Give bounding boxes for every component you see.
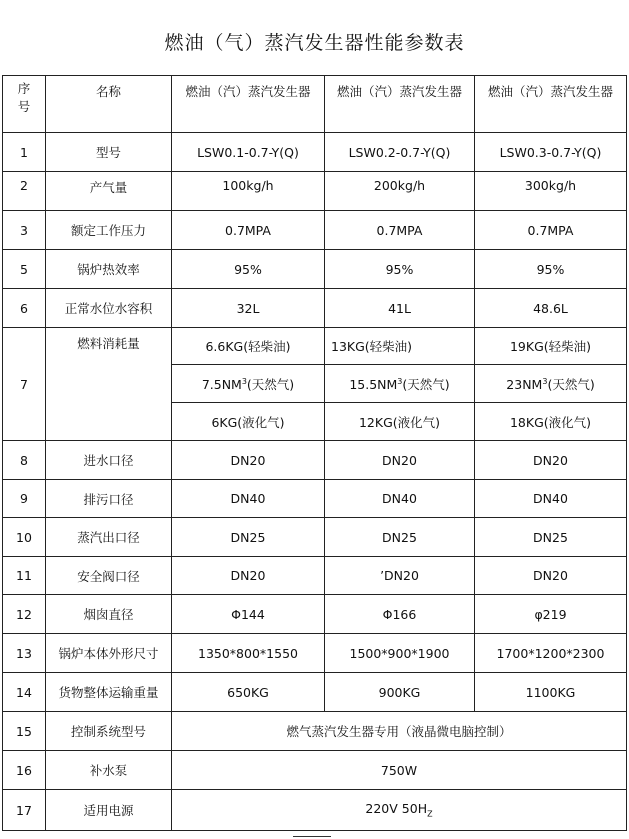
cell-value: DN20: [172, 441, 325, 480]
row-no: 11: [3, 557, 46, 595]
row-no: 5: [3, 250, 46, 289]
cell-value: LSW0.3-0.7-Y(Q): [475, 133, 627, 172]
cell-value: ’DN20: [325, 557, 475, 595]
page-title: 燃油（气）蒸汽发生器性能参数表: [164, 32, 465, 54]
row-label: 型号: [46, 133, 172, 172]
row-label: 安全阀口径: [46, 557, 172, 595]
cell-value: DN25: [325, 518, 475, 557]
table-row: [3, 673, 627, 712]
cell-value: LSW0.2-0.7-Y(Q): [325, 133, 475, 172]
row-label: 正常水位水容积: [46, 289, 172, 328]
table-row: [3, 289, 627, 328]
cell-value: 48.6L: [475, 289, 627, 328]
row-no: 17: [3, 790, 46, 831]
cell-value: 1100KG: [475, 673, 627, 712]
row-no: 1: [3, 133, 46, 172]
power-value: 220V 50H: [365, 801, 428, 817]
row-no: 6: [3, 289, 46, 328]
cell-value: 燃气蒸汽发生器专用（液晶微电脑控制）: [172, 712, 627, 751]
row-no: 14: [3, 673, 46, 712]
cell-value: 19KG(轻柴油): [475, 328, 627, 365]
table-row: [3, 595, 627, 634]
cell-value: [172, 790, 627, 831]
gas-sup: 3: [397, 376, 403, 386]
header-no: [3, 76, 46, 133]
cell-value: [325, 365, 475, 403]
row-no: 12: [3, 595, 46, 634]
row-label: 额定工作压力: [46, 211, 172, 250]
table-row: [3, 790, 627, 831]
row-label: 锅炉热效率: [46, 250, 172, 289]
row-label: 燃料消耗量: [46, 328, 172, 441]
cell-value: 300kg/h: [475, 172, 627, 211]
row-no: 10: [3, 518, 46, 557]
cell-value: 0.7MPA: [475, 211, 627, 250]
row-label: 补水泵: [46, 751, 172, 790]
gas-value: 7.5NM: [201, 376, 242, 392]
cell-value: LSW0.1-0.7-Y(Q): [172, 133, 325, 172]
cell-value: DN20: [325, 441, 475, 480]
gas-value: 15.5NM: [349, 376, 398, 392]
cell-value: 13KG(轻柴油): [325, 328, 475, 365]
row-label: 烟囱直径: [46, 595, 172, 634]
row-label: 锅炉本体外形尺寸: [46, 634, 172, 673]
cell-value: [172, 365, 325, 403]
header-no-line1: 序: [17, 81, 31, 96]
cell-value: 100kg/h: [172, 172, 325, 211]
cell-value: 1700*1200*2300: [475, 634, 627, 673]
cell-value: DN20: [475, 557, 627, 595]
cell-value: Φ166: [325, 595, 475, 634]
table-row: [3, 712, 627, 751]
gas-value: 23NM: [506, 376, 543, 392]
row-label: 货物整体运输重量: [46, 673, 172, 712]
header-name: 名称: [46, 76, 172, 133]
row-no: 7: [3, 328, 46, 441]
cell-value: 1350*800*1550: [172, 634, 325, 673]
table-row-fuel-oil: [3, 328, 627, 365]
header-no-line2: 号: [17, 99, 31, 114]
row-label: 进水口径: [46, 441, 172, 480]
gas-sup: 3: [241, 376, 247, 386]
row-label: 蒸汽出口径: [46, 518, 172, 557]
header-col3: 燃油（汽）蒸汽发生器: [475, 76, 627, 133]
gas-unit: (天然气): [547, 376, 595, 392]
row-no: 3: [3, 211, 46, 250]
cell-value: DN25: [475, 518, 627, 557]
power-sub: Z: [427, 809, 433, 819]
gas-sup: 3: [542, 376, 548, 386]
cell-value: 95%: [475, 250, 627, 289]
cell-value: 900KG: [325, 673, 475, 712]
row-no: 8: [3, 441, 46, 480]
cell-value: 6.6KG(轻柴油): [172, 328, 325, 365]
header-row: [3, 76, 627, 133]
cell-value: DN40: [475, 480, 627, 518]
cell-value: DN40: [325, 480, 475, 518]
row-label: 排污口径: [46, 480, 172, 518]
header-col2: 燃油（汽）蒸汽发生器: [325, 76, 475, 133]
cell-value: 650KG: [172, 673, 325, 712]
header-col1: 燃油（汽）蒸汽发生器: [172, 76, 325, 133]
cell-value: 200kg/h: [325, 172, 475, 211]
cell-value: 95%: [172, 250, 325, 289]
table-row: [3, 133, 627, 172]
cell-value: φ219: [475, 595, 627, 634]
cell-value: 6KG(液化气): [172, 403, 325, 441]
cell-value: DN20: [475, 441, 627, 480]
row-no: 16: [3, 751, 46, 790]
table-row: [3, 557, 627, 595]
row-no: 15: [3, 712, 46, 751]
table-row: [3, 518, 627, 557]
gas-unit: (天然气): [402, 376, 450, 392]
cell-value: [475, 365, 627, 403]
cell-value: 1500*900*1900: [325, 634, 475, 673]
cell-value: 0.7MPA: [325, 211, 475, 250]
cell-value: 750W: [172, 751, 627, 790]
row-label: 控制系统型号: [46, 712, 172, 751]
row-no: 2: [3, 172, 46, 211]
row-label: 适用电源: [46, 790, 172, 831]
row-no: 13: [3, 634, 46, 673]
cell-value: 0.7MPA: [172, 211, 325, 250]
cell-value: 95%: [325, 250, 475, 289]
cell-value: 41L: [325, 289, 475, 328]
cell-value: DN40: [172, 480, 325, 518]
cell-value: 12KG(液化气): [325, 403, 475, 441]
table-row: [3, 172, 627, 211]
spec-table: [2, 75, 627, 831]
table-row: [3, 211, 627, 250]
table-row: [3, 634, 627, 673]
row-label: 产气量: [46, 172, 172, 211]
row-no: 9: [3, 480, 46, 518]
table-row: [3, 250, 627, 289]
cell-value: Φ144: [172, 595, 325, 634]
divider: [293, 836, 331, 837]
cell-value: DN25: [172, 518, 325, 557]
cell-value: 32L: [172, 289, 325, 328]
cell-value: DN20: [172, 557, 325, 595]
cell-value: 18KG(液化气): [475, 403, 627, 441]
gas-unit: (天然气): [246, 376, 295, 392]
table-row: [3, 751, 627, 790]
table-row: [3, 441, 627, 480]
table-row: [3, 480, 627, 518]
